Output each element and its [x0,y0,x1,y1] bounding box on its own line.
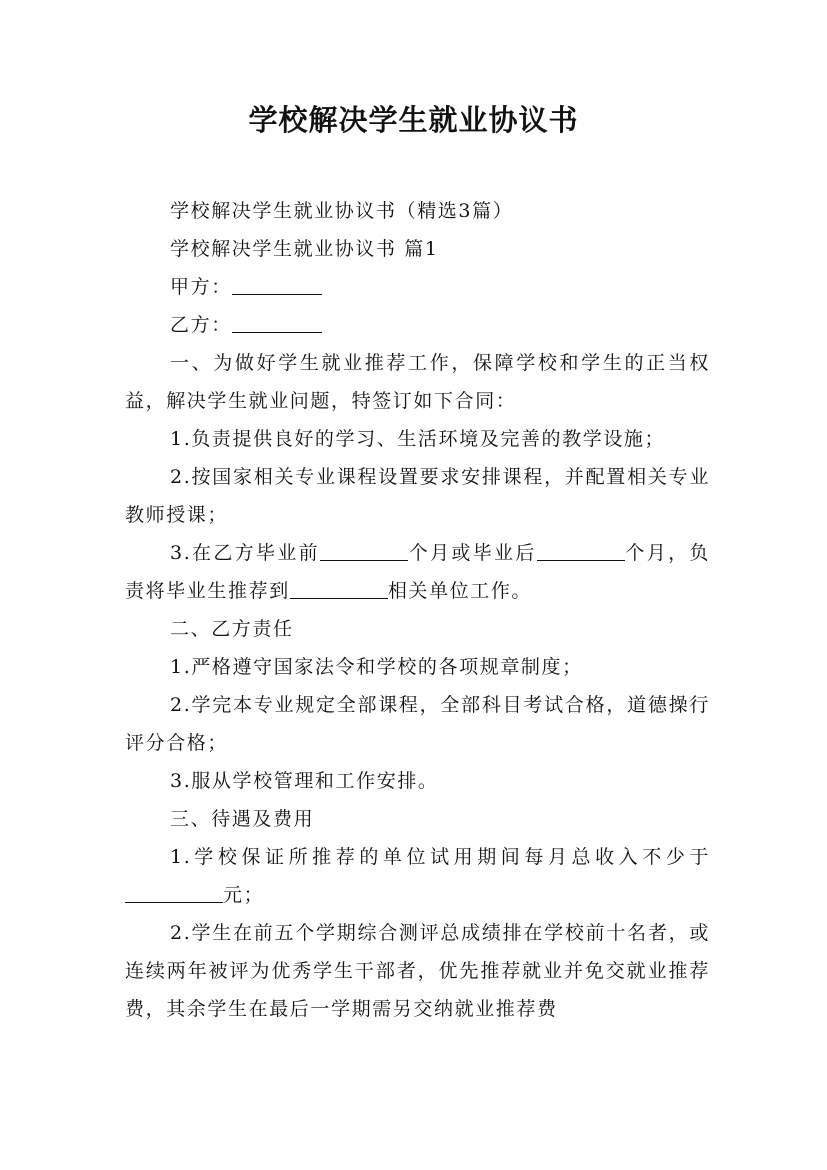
clause-1-3-part-d: 相关单位工作。 [387,580,533,602]
clause-3-1 [125,838,710,914]
clause-3-2: 2.学生在前五个学期综合测评总成绩排在学校前十名者，或连续两年被评为优秀学生干部者，优先推荐就业并免交就业推荐费，其余学生在最后一学期需另交纳就业推荐费 [125,922,710,1020]
clause-1-1: 1.负责提供良好的学习、生活环境及完善的教学设施； [170,428,666,450]
party-a-label: 甲方： [170,276,232,298]
clause-2-2: 2.学完本专业规定全部课程，全部科目考试合格，道德操行评分合格； [125,694,710,754]
employer-blank [290,597,388,599]
clause-1-3 [125,534,710,610]
clause-3-1-part-a: 1.学校保证所推荐的单位试用期间每月总收入不少于 [170,846,710,868]
months-before-blank [320,559,408,561]
document-body [125,192,710,1028]
party-b-blank [232,331,322,333]
clause-1-2: 2.按国家相关专业课程设置要求安排课程，并配置相关专业教师授课； [125,466,710,526]
collection-heading: 学校解决学生就业协议书（精选3篇） [170,200,514,222]
party-a-blank [232,293,322,295]
article-heading: 学校解决学生就业协议书 篇1 [170,238,439,260]
clause-2-1: 1.严格遵守国家法令和学校的各项规章制度； [170,656,583,678]
party-a-line [125,268,710,306]
party-b-line [125,306,710,344]
party-b-label: 乙方： [170,314,232,336]
clause-1-3-part-b: 个月或毕业后 [408,542,537,564]
clause-1-3-part-c: 个月，负责将毕业生推荐到 [125,542,711,602]
clause-3-1-part-b: 元； [223,884,265,906]
income-blank [125,901,223,903]
clause-1-3-part-a: 3.在乙方毕业前 [170,542,321,564]
months-after-blank [537,559,625,561]
section-one-intro: 一、为做好学生就业推荐工作，保障学校和学生的正当权益，解决学生就业问题，特签订如下合同： [125,352,710,412]
document-title: 学校解决学生就业协议书 [248,103,579,137]
section-three-heading: 三、待遇及费用 [170,808,315,830]
section-two-heading: 二、乙方责任 [170,618,294,640]
clause-2-3: 3.服从学校管理和工作安排。 [170,770,439,792]
